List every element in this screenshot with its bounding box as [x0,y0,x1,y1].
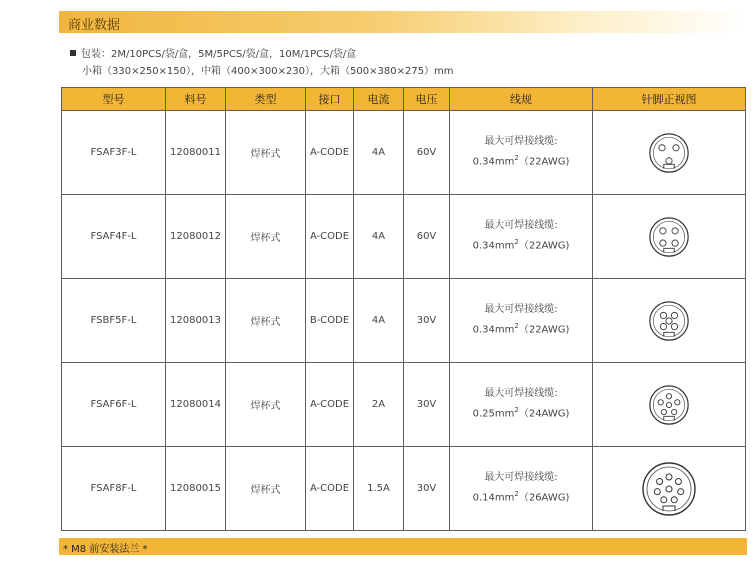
connector-pin [654,488,660,494]
voltage-cell: 60V [404,111,450,195]
connector-pin [658,399,663,404]
connector-pin [671,323,677,329]
current-cell: 2A [354,363,404,447]
connector-outline [650,133,688,171]
voltage-cell: 30V [404,363,450,447]
model-cell: FSAF6F-L [62,363,166,447]
connector-pin [659,144,665,150]
connector-pin [672,409,677,414]
table-row [62,447,746,531]
connector-6pin-icon [642,378,696,432]
wire-size: 0.25mm [472,408,515,420]
wire-gauge-cell [450,111,593,195]
column-header: 电压 [404,88,450,111]
type-cell: 焊杯式 [226,279,306,363]
type-cell: 焊杯式 [226,363,306,447]
wire-size: 0.34mm [472,156,515,168]
connector-4pin-icon [642,210,696,264]
wire-awg: （22AWG) [518,156,570,168]
connector-pin [672,239,678,245]
connector-pin [671,496,677,502]
product-table [61,87,746,531]
wire-spec [450,150,592,170]
column-header: 线规 [450,88,593,111]
part-number-cell: 12080012 [166,195,226,279]
connector-pin [660,312,666,318]
wire-awg: （22AWG) [518,324,570,336]
column-header: 接口 [306,88,354,111]
wire-size-exponent: 2 [514,154,519,163]
table-row [62,195,746,279]
connector-outline [650,217,688,255]
model-cell: FSBF5F-L [62,279,166,363]
column-header: 型号 [62,88,166,111]
voltage-cell: 30V [404,447,450,531]
type-cell: 焊杯式 [226,447,306,531]
connector-pin [666,393,671,398]
pin-view-cell [593,447,746,531]
current-cell: 1.5A [354,447,404,531]
table-row [62,279,746,363]
connector-pin [678,488,684,494]
wire-awg: （24AWG) [518,408,570,420]
current-cell: 4A [354,279,404,363]
voltage-cell: 30V [404,279,450,363]
box-size-info: 小箱（330×250×150），中箱（400×300×230），大箱（500×380×275）mm [82,66,454,77]
wire-gauge-cell [450,447,593,531]
wire-spec [450,402,592,422]
connector-pin [671,312,677,318]
wire-size-exponent: 2 [514,238,519,247]
part-number-cell: 12080014 [166,363,226,447]
connector-pin [660,227,666,233]
type-cell: 焊杯式 [226,195,306,279]
column-header: 电流 [354,88,404,111]
wire-label: 最大可焊接线缆: [484,304,558,316]
footer-note: * M8 前安装法兰 * [63,544,148,555]
connector-pin [661,496,667,502]
wire-size: 0.14mm [472,492,515,504]
connector-pin [675,399,680,404]
interface-cell: A-CODE [306,363,354,447]
wire-label: 最大可焊接线缆: [484,136,558,148]
connector-pin [675,478,681,484]
wire-label: 最大可焊接线缆: [484,220,558,232]
column-header: 针脚正视图 [593,88,746,111]
wire-gauge-cell [450,363,593,447]
wire-size-exponent: 2 [514,322,519,331]
connector-pin [660,239,666,245]
connector-pin [661,409,666,414]
connector-pin [672,227,678,233]
section-title: 商业数据 [68,18,121,33]
interface-cell: B-CODE [306,279,354,363]
interface-cell: A-CODE [306,111,354,195]
connector-3pin-icon [642,126,696,180]
pin-view-cell [593,363,746,447]
connector-8pin-icon [638,458,700,520]
model-cell: FSAF8F-L [62,447,166,531]
connector-pin [673,144,679,150]
connector-5pin-icon [642,294,696,348]
wire-gauge-cell [450,195,593,279]
table-row [62,111,746,195]
table-header-row [62,88,746,111]
interface-cell: A-CODE [306,195,354,279]
footer-note-bar [59,538,747,555]
column-header: 料号 [166,88,226,111]
connector-pin [666,157,672,163]
wire-size-exponent: 2 [514,490,519,499]
packaging-text: 包装：2M/10PCS/袋/盒，5M/5PCS/袋/盒，10M/1PCS/袋/盒 [81,49,357,60]
table-row [62,363,746,447]
packaging-info [70,45,356,60]
wire-size: 0.34mm [472,324,515,336]
part-number-cell: 12080011 [166,111,226,195]
wire-spec [450,486,592,506]
connector-pin [666,402,671,407]
current-cell: 4A [354,111,404,195]
wire-awg: （22AWG) [518,240,570,252]
part-number-cell: 12080015 [166,447,226,531]
connector-pin [666,486,672,492]
wire-size-exponent: 2 [514,406,519,415]
voltage-cell: 60V [404,195,450,279]
wire-size: 0.34mm [472,240,515,252]
pin-view-cell [593,279,746,363]
connector-pin [666,474,672,480]
interface-cell: A-CODE [306,447,354,531]
wire-gauge-cell [450,279,593,363]
column-header: 类型 [226,88,306,111]
bullet-square-icon [70,50,76,56]
wire-label: 最大可焊接线缆: [484,472,558,484]
model-cell: FSAF4F-L [62,195,166,279]
connector-pin [666,317,672,323]
connector-pin [660,323,666,329]
wire-label: 最大可焊接线缆: [484,388,558,400]
model-cell: FSAF3F-L [62,111,166,195]
pin-view-cell [593,111,746,195]
section-header [59,11,747,33]
wire-spec [450,318,592,338]
connector-pin [657,478,663,484]
wire-spec [450,234,592,254]
part-number-cell: 12080013 [166,279,226,363]
pin-view-cell [593,195,746,279]
wire-awg: （26AWG) [518,492,570,504]
current-cell: 4A [354,195,404,279]
type-cell: 焊杯式 [226,111,306,195]
